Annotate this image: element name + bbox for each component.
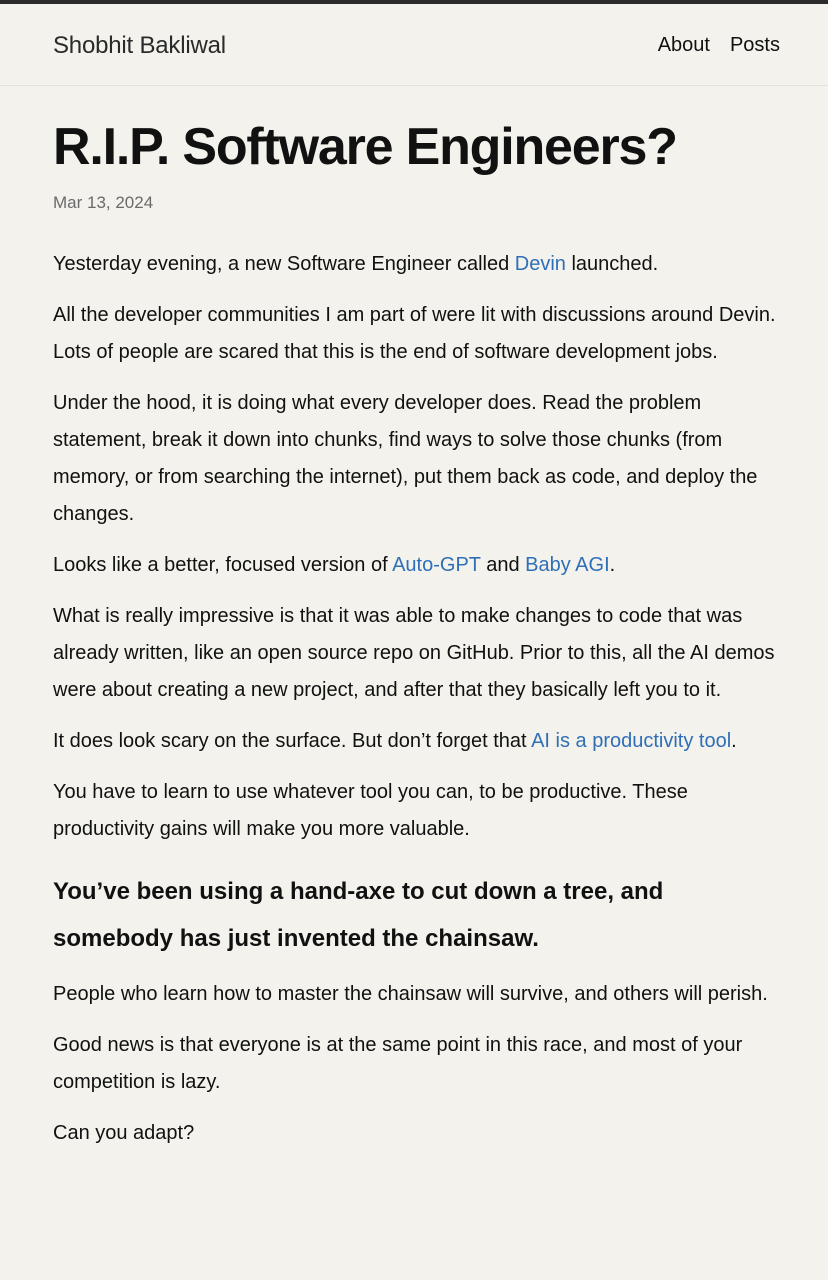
nav-posts-link[interactable]: Posts bbox=[729, 34, 780, 56]
paragraph-communities: All the developer communities I am part of were lit with discussions around Devin. Lots of people are scared that this is the end of software development jobs. bbox=[53, 304, 776, 363]
paragraph-autogpt: Looks like a better, focused version of Auto-GPT and Baby AGI. bbox=[53, 554, 616, 576]
site-nav bbox=[658, 34, 780, 57]
paragraph-can-you-adapt: Can you adapt? bbox=[53, 1122, 195, 1144]
site-header bbox=[0, 4, 828, 86]
site-title-link[interactable]: Shobhit Bakliwal bbox=[53, 32, 226, 59]
nav-about-link[interactable]: About bbox=[657, 34, 710, 56]
paragraph-devin-launch: Yesterday evening, a new Software Engineer called Devin launched. bbox=[53, 253, 659, 275]
paragraph-learn-tool: You have to learn to use whatever tool you can, to be productive. These productivity gains will make you more valuable. bbox=[53, 781, 688, 840]
paragraph-scary: It does look scary on the surface. But don’t forget that AI is a productivity tool. bbox=[53, 730, 737, 752]
paragraph-impressive: What is really impressive is that it was able to make changes to code that was already written, like an open source repo on GitHub. Prior to this, all the AI demos were about creating a new project, and after that they basically left you to it. bbox=[53, 605, 775, 701]
chainsaw-heading: You’ve been using a hand-axe to cut down a tree, and somebody has just invented the chainsaw. bbox=[53, 878, 664, 952]
post-article bbox=[53, 112, 783, 1166]
post-body bbox=[53, 246, 783, 1152]
post-title: R.I.P. Software Engineers? bbox=[53, 118, 677, 176]
post-date: Mar 13, 2024 bbox=[53, 193, 154, 212]
auto-gpt-link[interactable]: Auto-GPT bbox=[392, 554, 481, 576]
devin-link[interactable]: Devin bbox=[514, 253, 566, 275]
paragraph-under-the-hood: Under the hood, it is doing what every developer does. Read the problem statement, break it down into chunks, find ways to solve those chunks (from memory, or from searching the internet), put them back as code, and deploy the changes. bbox=[53, 392, 758, 525]
paragraph-good-news: Good news is that everyone is at the same point in this race, and most of your competition is lazy. bbox=[53, 1034, 743, 1093]
productivity-tool-link[interactable]: AI is a productivity tool bbox=[531, 730, 732, 752]
paragraph-master-chainsaw: People who learn how to master the chainsaw will survive, and others will perish. bbox=[53, 983, 768, 1005]
baby-agi-link[interactable]: Baby AGI bbox=[525, 554, 610, 576]
